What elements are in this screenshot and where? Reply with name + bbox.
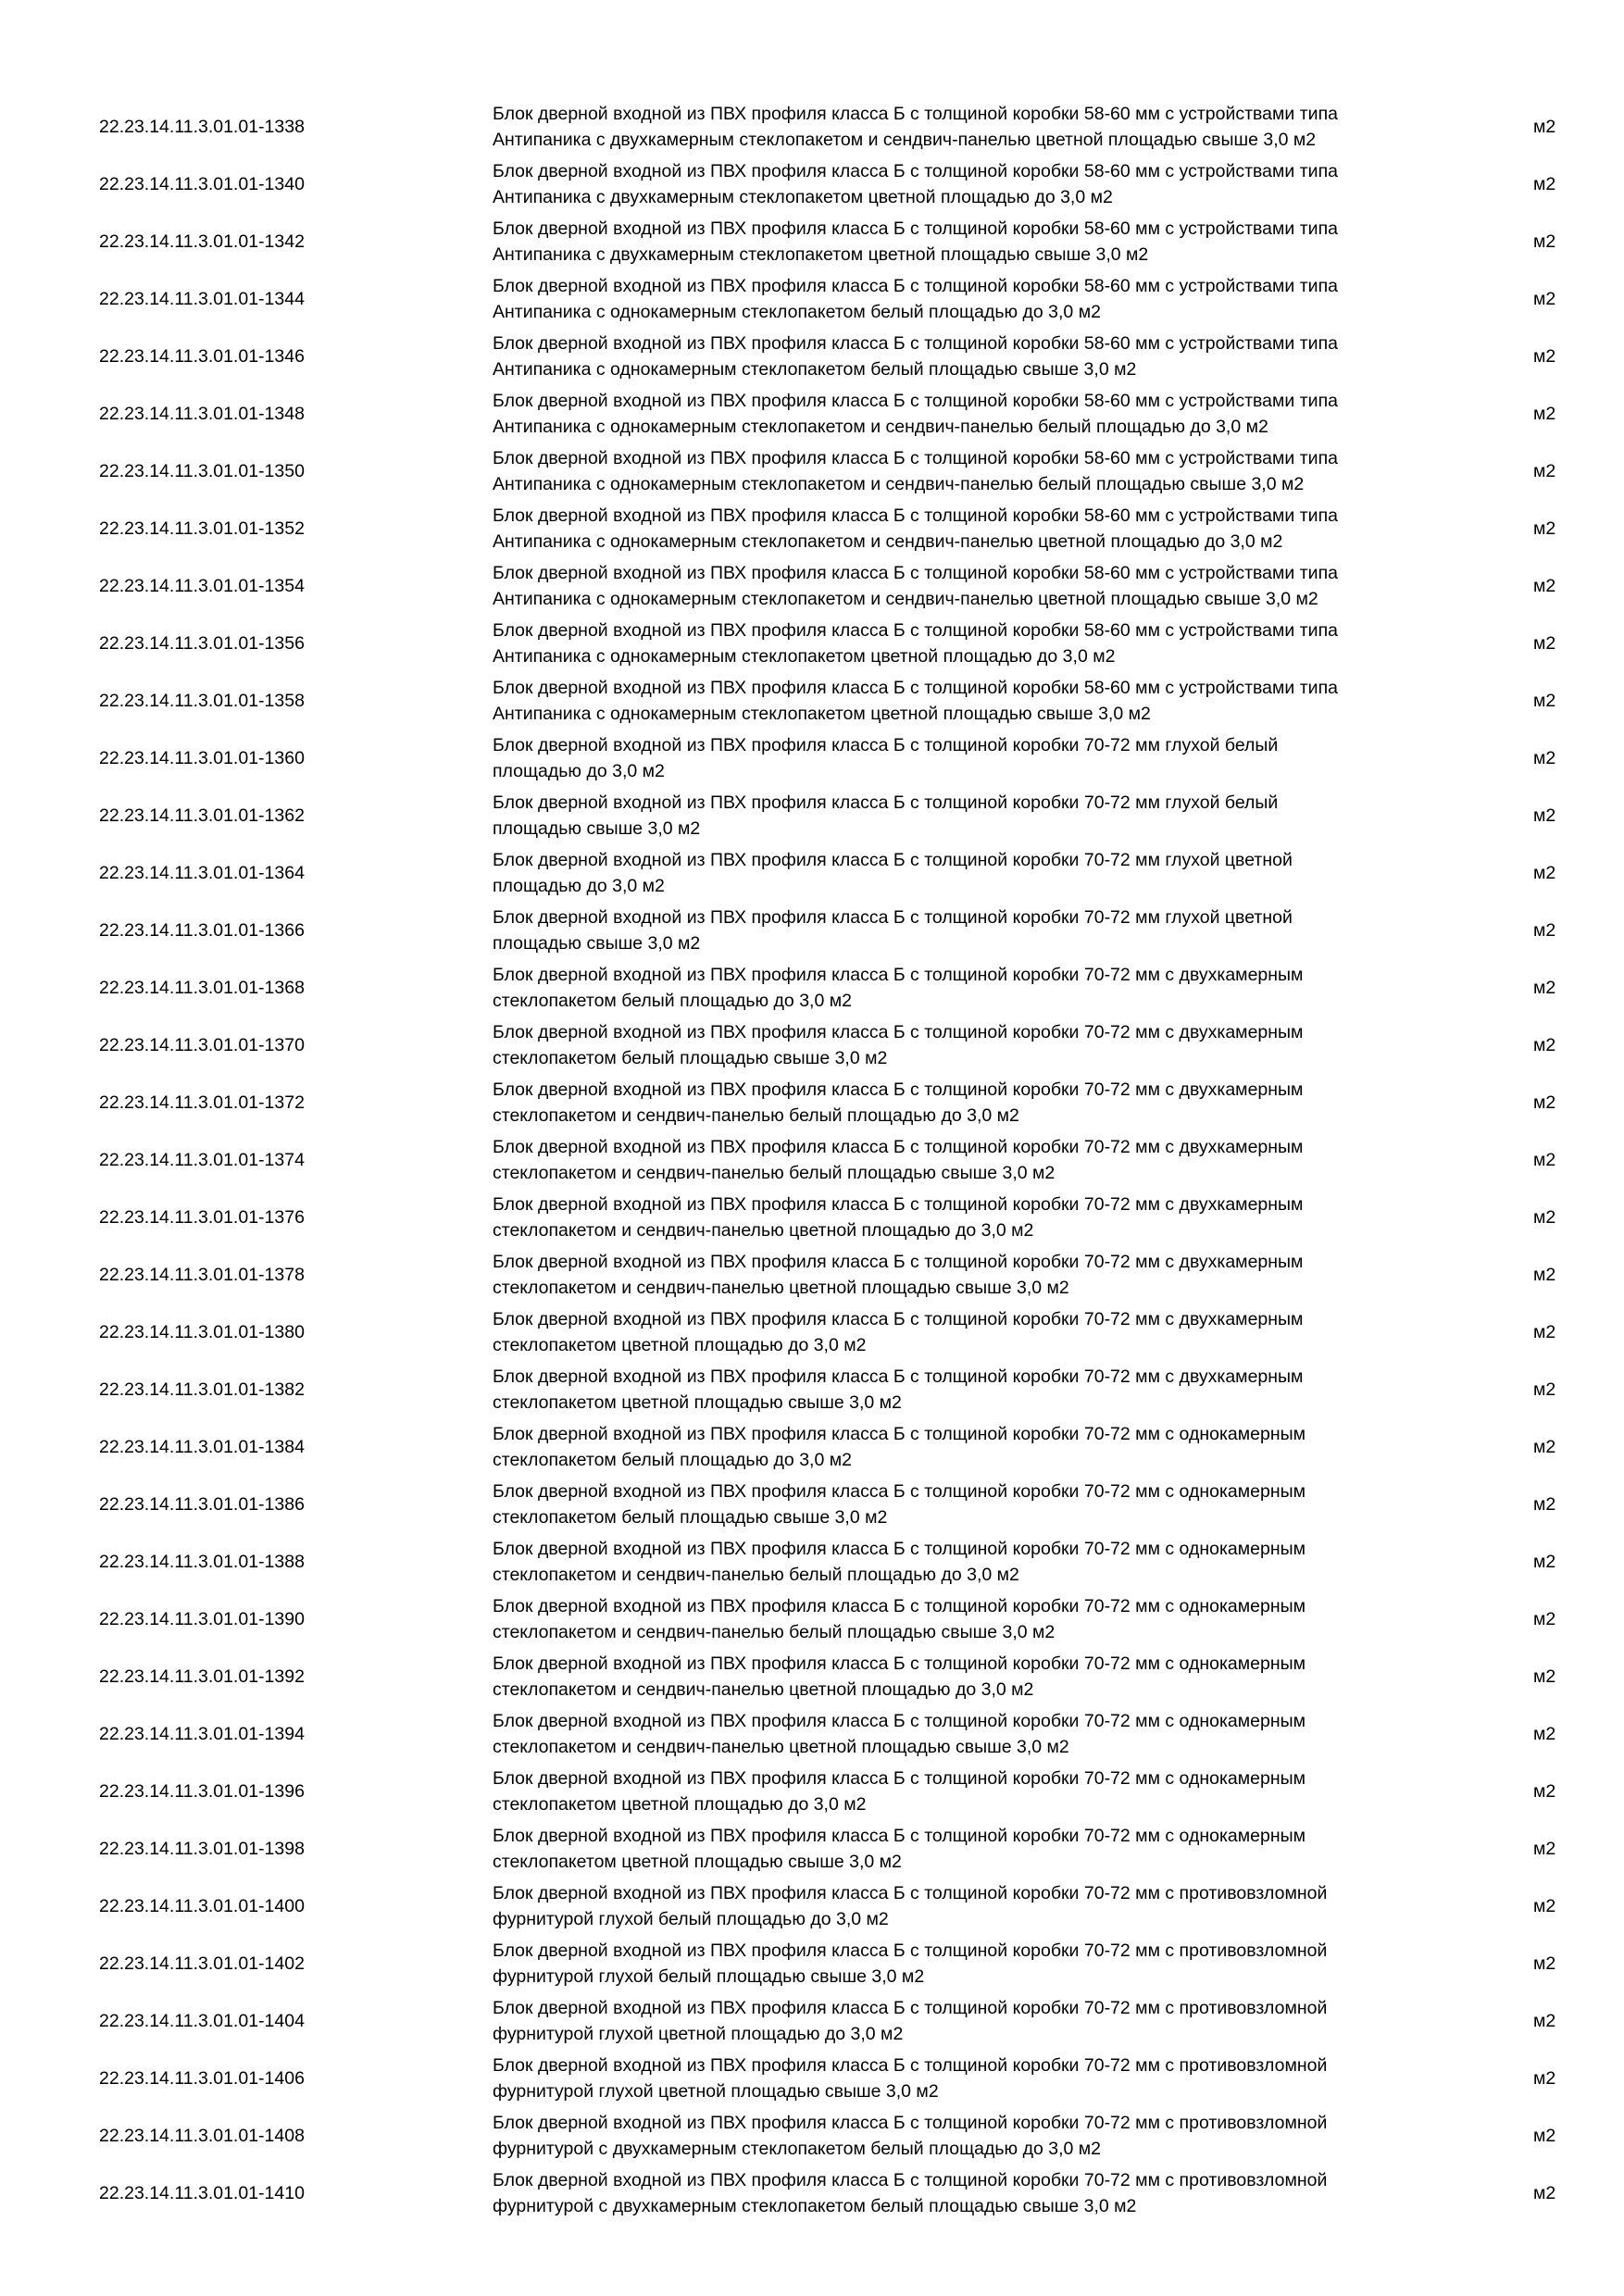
description-line-1: Блок дверной входной из ПВХ профиля класса Б с толщиной коробки 58-60 мм с устройствами типа (493, 448, 1338, 468)
description-line-1: Блок дверной входной из ПВХ профиля класса Б с толщиной коробки 70-72 мм с двухкамерным (493, 1194, 1304, 1215)
resource-description (493, 844, 1474, 902)
resource-code: 22.23.14.11.3.01.01-1344 (99, 288, 305, 309)
resource-description (493, 1763, 1474, 1820)
unit-of-measure: м2 (1533, 1264, 1556, 1285)
table-row (0, 1361, 1624, 1418)
table-row (0, 1533, 1624, 1591)
description-line-1: Блок дверной входной из ПВХ профиля класса Б с толщиной коробки 70-72 мм с однокамерным (493, 1653, 1306, 1674)
table-row (0, 1705, 1624, 1763)
unit-of-measure: м2 (1533, 1379, 1556, 1400)
unit-of-measure: м2 (1533, 977, 1556, 998)
table-row (0, 902, 1624, 959)
unit-of-measure: м2 (1533, 1092, 1556, 1113)
table-row (0, 1935, 1624, 1992)
resource-description (493, 1533, 1474, 1591)
table-row (0, 1763, 1624, 1820)
resource-description (493, 500, 1474, 557)
description-line-2: Антипаника с однокамерным стеклопакетом и сендвич-панелью белый площадью до 3,0 м2 (493, 417, 1268, 437)
resource-code: 22.23.14.11.3.01.01-1354 (99, 575, 305, 596)
table-row (0, 2050, 1624, 2107)
unit-of-measure: м2 (1533, 1666, 1556, 1687)
resource-description (493, 1017, 1474, 1074)
resource-description (493, 1705, 1474, 1763)
description-line-1: Блок дверной входной из ПВХ профиля класса Б с толщиной коробки 58-60 мм с устройствами типа (493, 276, 1338, 296)
unit-of-measure: м2 (1533, 1608, 1556, 1629)
description-line-2: Антипаника с однокамерным стеклопакетом и сендвич-панелью белый площадью свыше 3,0 м2 (493, 474, 1305, 494)
description-line-2: стеклопакетом и сендвич-панелью белый площадью свыше 3,0 м2 (493, 1622, 1056, 1642)
resource-code: 22.23.14.11.3.01.01-1352 (99, 518, 305, 539)
description-line-1: Блок дверной входной из ПВХ профиля класса Б с толщиной коробки 70-72 мм глухой белый (493, 792, 1279, 813)
resource-description (493, 1820, 1474, 1878)
description-line-1: Блок дверной входной из ПВХ профиля класса Б с толщиной коробки 58-60 мм с устройствами типа (493, 620, 1338, 641)
description-line-1: Блок дверной входной из ПВХ профиля класса Б с толщиной коробки 70-72 мм с противовзломной (493, 1883, 1328, 1903)
unit-of-measure: м2 (1533, 460, 1556, 481)
table-row (0, 385, 1624, 443)
description-line-2: стеклопакетом цветной площадью до 3,0 м2 (493, 1794, 867, 1815)
resource-code: 22.23.14.11.3.01.01-1340 (99, 173, 305, 194)
table-row (0, 1878, 1624, 1935)
resource-description (493, 328, 1474, 385)
resource-description (493, 98, 1474, 156)
description-line-1: Блок дверной входной из ПВХ профиля класса Б с толщиной коробки 70-72 мм с двухкамерным (493, 1137, 1304, 1157)
resource-code: 22.23.14.11.3.01.01-1400 (99, 1895, 305, 1916)
description-line-2: площадью до 3,0 м2 (493, 761, 665, 781)
unit-of-measure: м2 (1533, 862, 1556, 883)
resource-description (493, 1591, 1474, 1648)
description-line-1: Блок дверной входной из ПВХ профиля класса Б с толщиной коробки 70-72 мм глухой белый (493, 735, 1279, 755)
resource-code: 22.23.14.11.3.01.01-1386 (99, 1493, 305, 1515)
description-line-2: фурнитурой с двухкамерным стеклопакетом белый площадью до 3,0 м2 (493, 2139, 1102, 2159)
description-line-1: Блок дверной входной из ПВХ профиля класса Б с толщиной коробки 58-60 мм с устройствами типа (493, 563, 1338, 583)
resource-description (493, 1246, 1474, 1304)
table-row (0, 730, 1624, 787)
resource-code: 22.23.14.11.3.01.01-1390 (99, 1608, 305, 1629)
description-line-1: Блок дверной входной из ПВХ профиля класса Б с толщиной коробки 70-72 мм с двухкамерным (493, 1252, 1304, 1272)
description-line-1: Блок дверной входной из ПВХ профиля класса Б с толщиной коробки 70-72 мм глухой цветной (493, 850, 1293, 870)
resource-code: 22.23.14.11.3.01.01-1384 (99, 1436, 305, 1457)
unit-of-measure: м2 (1533, 1321, 1556, 1342)
description-line-2: фурнитурой глухой цветной площадью свыше 3,0 м2 (493, 2081, 939, 2102)
resource-code: 22.23.14.11.3.01.01-1350 (99, 460, 305, 481)
unit-of-measure: м2 (1533, 919, 1556, 941)
unit-of-measure: м2 (1533, 403, 1556, 424)
resource-description (493, 1189, 1474, 1246)
unit-of-measure: м2 (1533, 116, 1556, 137)
table-row (0, 615, 1624, 672)
description-line-2: стеклопакетом и сендвич-панелью цветной площадью до 3,0 м2 (493, 1220, 1034, 1241)
resource-code: 22.23.14.11.3.01.01-1346 (99, 345, 305, 367)
resource-code: 22.23.14.11.3.01.01-1370 (99, 1034, 305, 1055)
description-line-1: Блок дверной входной из ПВХ профиля класса Б с толщиной коробки 70-72 мм с однокамерным (493, 1596, 1306, 1616)
description-line-2: стеклопакетом и сендвич-панелью цветной площадью свыше 3,0 м2 (493, 1737, 1069, 1757)
table-row (0, 500, 1624, 557)
unit-of-measure: м2 (1533, 747, 1556, 768)
table-row (0, 213, 1624, 270)
description-line-2: стеклопакетом и сендвич-панелью белый площадью до 3,0 м2 (493, 1565, 1019, 1585)
unit-of-measure: м2 (1533, 1895, 1556, 1916)
description-line-2: Антипаника с однокамерным стеклопакетом белый площадью до 3,0 м2 (493, 302, 1101, 322)
description-line-1: Блок дверной входной из ПВХ профиля класса Б с толщиной коробки 70-72 мм с противовзломной (493, 2055, 1328, 2076)
price-list-table (0, 98, 1624, 2222)
resource-description (493, 1074, 1474, 1131)
table-row (0, 1648, 1624, 1705)
description-line-2: стеклопакетом и сендвич-панелью цветной площадью свыше 3,0 м2 (493, 1278, 1069, 1298)
resource-description (493, 787, 1474, 844)
resource-code: 22.23.14.11.3.01.01-1362 (99, 805, 305, 826)
table-row (0, 1304, 1624, 1361)
description-line-1: Блок дверной входной из ПВХ профиля класса Б с толщиной коробки 70-72 мм с двухкамерным (493, 1022, 1304, 1042)
resource-description (493, 1476, 1474, 1533)
unit-of-measure: м2 (1533, 1436, 1556, 1457)
resource-description (493, 1935, 1474, 1992)
description-line-2: фурнитурой глухой цветной площадью до 3,0 м2 (493, 2024, 904, 2044)
unit-of-measure: м2 (1533, 2010, 1556, 2031)
resource-code: 22.23.14.11.3.01.01-1348 (99, 403, 305, 424)
resource-description (493, 385, 1474, 443)
table-row (0, 1476, 1624, 1533)
resource-code: 22.23.14.11.3.01.01-1338 (99, 116, 305, 137)
description-line-1: Блок дверной входной из ПВХ профиля класса Б с толщиной коробки 70-72 мм глухой цветной (493, 907, 1293, 928)
description-line-1: Блок дверной входной из ПВХ профиля класса Б с толщиной коробки 58-60 мм с устройствами типа (493, 104, 1338, 124)
table-row (0, 787, 1624, 844)
resource-description (493, 2107, 1474, 2165)
description-line-2: Антипаника с однокамерным стеклопакетом цветной площадью свыше 3,0 м2 (493, 704, 1151, 724)
resource-description (493, 902, 1474, 959)
description-line-2: Антипаника с однокамерным стеклопакетом и сендвич-панелью цветной площадью до 3,0 м2 (493, 531, 1283, 552)
description-line-2: площадью свыше 3,0 м2 (493, 818, 701, 839)
description-line-2: стеклопакетом белый площадью свыше 3,0 м2 (493, 1048, 888, 1068)
description-line-1: Блок дверной входной из ПВХ профиля класса Б с толщиной коробки 70-72 мм с противовзломной (493, 1940, 1328, 1961)
table-row (0, 1418, 1624, 1476)
table-row (0, 844, 1624, 902)
unit-of-measure: м2 (1533, 1780, 1556, 1802)
table-row (0, 2165, 1624, 2222)
description-line-2: стеклопакетом белый площадью до 3,0 м2 (493, 1450, 852, 1470)
description-line-2: стеклопакетом и сендвич-панелью белый площадью до 3,0 м2 (493, 1105, 1019, 1126)
description-line-1: Блок дверной входной из ПВХ профиля класса Б с толщиной коробки 70-72 мм с двухкамерным (493, 965, 1304, 985)
description-line-1: Блок дверной входной из ПВХ профиля класса Б с толщиной коробки 70-72 мм с однокамерным (493, 1539, 1306, 1559)
resource-code: 22.23.14.11.3.01.01-1380 (99, 1321, 305, 1342)
unit-of-measure: м2 (1533, 345, 1556, 367)
description-line-1: Блок дверной входной из ПВХ профиля класса Б с толщиной коробки 70-72 мм с двухкамерным (493, 1079, 1304, 1100)
description-line-1: Блок дверной входной из ПВХ профиля класса Б с толщиной коробки 70-72 мм с однокамерным (493, 1711, 1306, 1731)
description-line-1: Блок дверной входной из ПВХ профиля класса Б с толщиной коробки 70-72 мм с противовзломной (493, 1998, 1328, 2018)
description-line-2: Антипаника с двухкамерным стеклопакетом и сендвич-панелью цветной площадью свыше 3,0 м2 (493, 130, 1317, 150)
table-row (0, 557, 1624, 615)
unit-of-measure: м2 (1533, 1838, 1556, 1859)
description-line-1: Блок дверной входной из ПВХ профиля класса Б с толщиной коробки 70-72 мм с однокамерным (493, 1826, 1306, 1846)
table-row (0, 98, 1624, 156)
resource-code: 22.23.14.11.3.01.01-1360 (99, 747, 305, 768)
unit-of-measure: м2 (1533, 1551, 1556, 1572)
description-line-1: Блок дверной входной из ПВХ профиля класса Б с толщиной коробки 70-72 мм с однокамерным (493, 1481, 1306, 1502)
description-line-2: стеклопакетом цветной площадью свыше 3,0 м2 (493, 1852, 902, 1872)
resource-description (493, 615, 1474, 672)
unit-of-measure: м2 (1533, 690, 1556, 711)
unit-of-measure: м2 (1533, 1953, 1556, 1974)
resource-description (493, 443, 1474, 500)
description-line-2: Антипаника с однокамерным стеклопакетом белый площадью свыше 3,0 м2 (493, 359, 1137, 380)
table-row (0, 1591, 1624, 1648)
description-line-1: Блок дверной входной из ПВХ профиля класса Б с толщиной коробки 58-60 мм с устройствами типа (493, 218, 1338, 239)
unit-of-measure: м2 (1533, 632, 1556, 654)
description-line-1: Блок дверной входной из ПВХ профиля класса Б с толщиной коробки 58-60 мм с устройствами типа (493, 505, 1338, 526)
description-line-1: Блок дверной входной из ПВХ профиля класса Б с толщиной коробки 70-72 мм с противовзломной (493, 2113, 1328, 2133)
resource-code: 22.23.14.11.3.01.01-1372 (99, 1092, 305, 1113)
resource-code: 22.23.14.11.3.01.01-1404 (99, 2010, 305, 2031)
resource-description (493, 1648, 1474, 1705)
resource-description (493, 1992, 1474, 2050)
description-line-2: стеклопакетом и сендвич-панелью цветной площадью до 3,0 м2 (493, 1679, 1034, 1700)
description-line-1: Блок дверной входной из ПВХ профиля класса Б с толщиной коробки 58-60 мм с устройствами типа (493, 333, 1338, 354)
table-row (0, 443, 1624, 500)
description-line-1: Блок дверной входной из ПВХ профиля класса Б с толщиной коробки 70-72 мм с однокамерным (493, 1768, 1306, 1789)
resource-description (493, 557, 1474, 615)
description-line-1: Блок дверной входной из ПВХ профиля класса Б с толщиной коробки 70-72 мм с однокамерным (493, 1424, 1306, 1444)
resource-code: 22.23.14.11.3.01.01-1342 (99, 231, 305, 252)
resource-description (493, 959, 1474, 1017)
resource-description (493, 2165, 1474, 2222)
resource-code: 22.23.14.11.3.01.01-1364 (99, 862, 305, 883)
resource-description (493, 2050, 1474, 2107)
description-line-2: стеклопакетом цветной площадью до 3,0 м2 (493, 1335, 867, 1355)
description-line-2: Антипаника с двухкамерным стеклопакетом цветной площадью свыше 3,0 м2 (493, 244, 1149, 265)
description-line-1: Блок дверной входной из ПВХ профиля класса Б с толщиной коробки 70-72 мм с двухкамерным (493, 1366, 1304, 1387)
unit-of-measure: м2 (1533, 2067, 1556, 2089)
description-line-2: Антипаника с однокамерным стеклопакетом и сендвич-панелью цветной площадью свыше 3,0 м2 (493, 589, 1318, 609)
resource-code: 22.23.14.11.3.01.01-1398 (99, 1838, 305, 1859)
table-row (0, 1820, 1624, 1878)
unit-of-measure: м2 (1533, 173, 1556, 194)
resource-description (493, 1361, 1474, 1418)
description-line-2: фурнитурой глухой белый площадью до 3,0 м2 (493, 1909, 889, 1929)
table-row (0, 1992, 1624, 2050)
unit-of-measure: м2 (1533, 518, 1556, 539)
resource-description (493, 1304, 1474, 1361)
table-row (0, 1074, 1624, 1131)
description-line-1: Блок дверной входной из ПВХ профиля класса Б с толщиной коробки 70-72 мм с двухкамерным (493, 1309, 1304, 1329)
resource-description (493, 672, 1474, 730)
table-row (0, 328, 1624, 385)
description-line-1: Блок дверной входной из ПВХ профиля класса Б с толщиной коробки 58-60 мм с устройствами типа (493, 678, 1338, 698)
unit-of-measure: м2 (1533, 1723, 1556, 1744)
resource-code: 22.23.14.11.3.01.01-1382 (99, 1379, 305, 1400)
resource-code: 22.23.14.11.3.01.01-1410 (99, 2182, 305, 2203)
unit-of-measure: м2 (1533, 1034, 1556, 1055)
description-line-2: стеклопакетом цветной площадью свыше 3,0 м2 (493, 1392, 902, 1413)
unit-of-measure: м2 (1533, 1493, 1556, 1515)
resource-description (493, 730, 1474, 787)
unit-of-measure: м2 (1533, 1206, 1556, 1228)
table-row (0, 1246, 1624, 1304)
description-line-1: Блок дверной входной из ПВХ профиля класса Б с толщиной коробки 58-60 мм с устройствами типа (493, 161, 1338, 181)
table-row (0, 1189, 1624, 1246)
resource-code: 22.23.14.11.3.01.01-1376 (99, 1206, 305, 1228)
table-row (0, 2107, 1624, 2165)
resource-code: 22.23.14.11.3.01.01-1368 (99, 977, 305, 998)
resource-code: 22.23.14.11.3.01.01-1394 (99, 1723, 305, 1744)
resource-code: 22.23.14.11.3.01.01-1406 (99, 2067, 305, 2089)
description-line-2: стеклопакетом и сендвич-панелью белый площадью свыше 3,0 м2 (493, 1163, 1056, 1183)
resource-code: 22.23.14.11.3.01.01-1366 (99, 919, 305, 941)
resource-code: 22.23.14.11.3.01.01-1408 (99, 2125, 305, 2146)
resource-code: 22.23.14.11.3.01.01-1356 (99, 632, 305, 654)
description-line-2: стеклопакетом белый площадью до 3,0 м2 (493, 991, 852, 1011)
resource-description (493, 1131, 1474, 1189)
unit-of-measure: м2 (1533, 231, 1556, 252)
resource-description (493, 270, 1474, 328)
description-line-2: площадью свыше 3,0 м2 (493, 933, 701, 954)
description-line-2: фурнитурой глухой белый площадью свыше 3,0 м2 (493, 1966, 925, 1987)
table-row (0, 672, 1624, 730)
table-row (0, 156, 1624, 213)
resource-code: 22.23.14.11.3.01.01-1396 (99, 1780, 305, 1802)
description-line-1: Блок дверной входной из ПВХ профиля класса Б с толщиной коробки 70-72 мм с противовзломной (493, 2170, 1328, 2190)
table-row (0, 1017, 1624, 1074)
description-line-2: стеклопакетом белый площадью свыше 3,0 м2 (493, 1507, 888, 1528)
unit-of-measure: м2 (1533, 2125, 1556, 2146)
unit-of-measure: м2 (1533, 1149, 1556, 1170)
table-row (0, 1131, 1624, 1189)
resource-code: 22.23.14.11.3.01.01-1392 (99, 1666, 305, 1687)
unit-of-measure: м2 (1533, 288, 1556, 309)
table-row (0, 959, 1624, 1017)
resource-code: 22.23.14.11.3.01.01-1374 (99, 1149, 305, 1170)
unit-of-measure: м2 (1533, 805, 1556, 826)
resource-description (493, 156, 1474, 213)
resource-code: 22.23.14.11.3.01.01-1378 (99, 1264, 305, 1285)
description-line-2: Антипаника с двухкамерным стеклопакетом цветной площадью до 3,0 м2 (493, 187, 1113, 207)
description-line-2: площадью до 3,0 м2 (493, 876, 665, 896)
description-line-2: Антипаника с однокамерным стеклопакетом цветной площадью до 3,0 м2 (493, 646, 1116, 667)
unit-of-measure: м2 (1533, 2182, 1556, 2203)
resource-code: 22.23.14.11.3.01.01-1358 (99, 690, 305, 711)
description-line-2: фурнитурой с двухкамерным стеклопакетом белый площадью свыше 3,0 м2 (493, 2196, 1137, 2216)
unit-of-measure: м2 (1533, 575, 1556, 596)
resource-description (493, 1878, 1474, 1935)
resource-description (493, 213, 1474, 270)
resource-description (493, 1418, 1474, 1476)
resource-code: 22.23.14.11.3.01.01-1388 (99, 1551, 305, 1572)
description-line-1: Блок дверной входной из ПВХ профиля класса Б с толщиной коробки 58-60 мм с устройствами типа (493, 391, 1338, 411)
resource-code: 22.23.14.11.3.01.01-1402 (99, 1953, 305, 1974)
table-row (0, 270, 1624, 328)
